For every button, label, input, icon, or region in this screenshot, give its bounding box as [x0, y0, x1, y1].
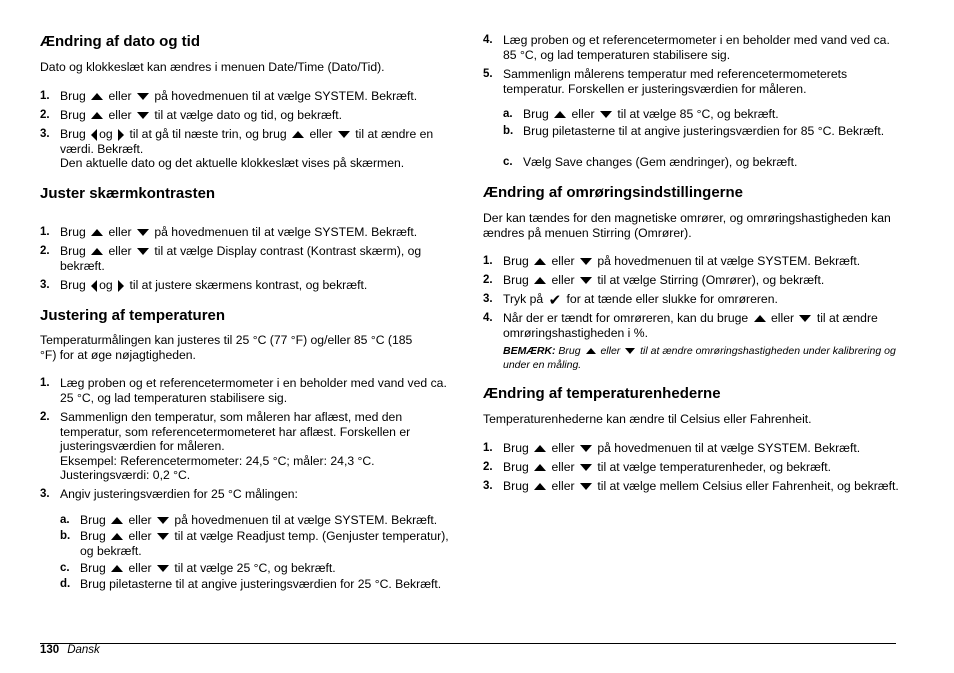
- section-title-stirring: Ændring af omrøringsindstillingerne: [483, 184, 744, 201]
- list-item: 5. Sammenlign målerens temperatur med referencetermometerets temperatur. Forskellen er justeringsværdien for måleren.: [483, 67, 848, 96]
- list-item: 2. Brug eller til at vælge Stirring (Omrører), og bekræft.: [483, 273, 825, 287]
- down-arrow-icon: [157, 565, 169, 572]
- footer-divider: [40, 643, 896, 644]
- sub-list-item: d. Brug piletasterne til at angive justeringsværdien for 25 °C. Bekræft.: [60, 577, 442, 591]
- section-intro-stirring: Der kan tændes for den magnetiske omrører, og omrøringshastigheden kan ændres på menuen Stirring (Omrører).: [483, 211, 891, 240]
- section-title-contrast: Juster skærmkontrasten: [40, 185, 216, 202]
- down-arrow-icon: [580, 277, 592, 284]
- list-item: 2. Brug eller til at vælge dato og tid, og bekræft.: [40, 108, 343, 122]
- section-title-temperature-units: Ændring af temperaturenhederne: [483, 385, 721, 402]
- down-arrow-icon: [137, 112, 149, 119]
- list-item: 1. Brug eller på hovedmenuen til at vælge SYSTEM. Bekræft.: [40, 89, 418, 103]
- list-item: 1. Brug eller på hovedmenuen til at vælge SYSTEM. Bekræft.: [483, 441, 861, 455]
- down-arrow-icon: [580, 483, 592, 490]
- section-intro-date-time: Dato og klokkeslæt kan ændres i menuen Date/Time (Dato/Tid).: [40, 60, 385, 74]
- up-arrow-icon: [534, 464, 546, 471]
- down-arrow-icon: [157, 533, 169, 540]
- list-item: 2. Brug eller til at vælge Display contrast (Kontrast skærm), og bekræft.: [40, 244, 422, 273]
- up-arrow-icon: [534, 445, 546, 452]
- down-arrow-icon: [157, 517, 169, 524]
- down-arrow-icon: [799, 315, 811, 322]
- sub-list-item: a. Brug eller på hovedmenuen til at vælge SYSTEM. Bekræft.: [60, 513, 438, 527]
- list-item: 4. Når der er tændt for omrøreren, kan du bruge eller til at ændre omrøringshastigheden i %.: [483, 311, 878, 340]
- right-arrow-icon: [118, 129, 124, 141]
- list-item: 3. Tryk på ✔ for at tænde eller slukke for omrøreren.: [483, 290, 778, 309]
- down-arrow-icon: [137, 248, 149, 255]
- up-arrow-icon: [292, 131, 304, 138]
- up-arrow-icon: [754, 315, 766, 322]
- list-item: 3. Brug og til at gå til næste trin, og brug eller til at ændre en værdi. Bekræft. Den aktuelle dato og det aktuelle klokkeslæt vises på skærmen.: [40, 127, 434, 171]
- list-item: 1. Brug eller på hovedmenuen til at vælge SYSTEM. Bekræft.: [483, 254, 861, 268]
- list-item: 3. Angiv justeringsværdien for 25 °C målingen:: [40, 487, 298, 501]
- footer-language: Dansk: [67, 644, 100, 656]
- up-arrow-icon: [534, 258, 546, 265]
- section-title-temperature: Justering af temperaturen: [40, 307, 226, 324]
- sub-list-item: c. Brug eller til at vælge 25 °C, og bekræft.: [60, 561, 336, 575]
- up-arrow-icon: [111, 517, 123, 524]
- up-arrow-icon: [534, 277, 546, 284]
- list-item: 1. Læg proben og et referencetermometer i en beholder med vand ved ca. 25 °C, og lad temperaturen stabilisere sig.: [40, 376, 447, 405]
- list-item: 4. Læg proben og et referencetermometer i en beholder med vand ved ca. 85 °C, og lad temperaturen stabilisere sig.: [483, 33, 890, 62]
- list-item: 2. Sammenlign den temperatur, som måleren har aflæst, med den temperatur, som referencetermometeret har aflæst. Forskellen er justeringsværdien for måleren. Eksempel: Referencetermometer: 24,5 °C; måler: 24,3 °C. Justeringsværdi: 0,2 °C.: [40, 410, 411, 483]
- down-arrow-icon: [580, 445, 592, 452]
- note: BEMÆRK: Brug eller til at ændre omrøringshastigheden under kalibrering og under en måling.: [503, 345, 896, 371]
- up-arrow-icon: [111, 533, 123, 540]
- up-arrow-icon: [91, 248, 103, 255]
- section-intro-temperature-units: Temperaturenhederne kan ændre til Celsius eller Fahrenheit.: [483, 412, 812, 426]
- sub-list-item: b. Brug piletasterne til at angive justeringsværdien for 85 °C. Bekræft.: [503, 124, 885, 138]
- up-arrow-icon: [91, 229, 103, 236]
- down-arrow-icon: [338, 131, 350, 138]
- down-arrow-icon: [600, 111, 612, 118]
- checkmark-icon: ✔: [548, 290, 562, 309]
- page-footer: [40, 643, 100, 657]
- list-item: 3. Brug eller til at vælge mellem Celsius eller Fahrenheit, og bekræft.: [483, 479, 899, 493]
- page-number: 130: [40, 644, 60, 656]
- up-arrow-icon: [91, 93, 103, 100]
- up-arrow-icon: [91, 112, 103, 119]
- up-arrow-icon: [586, 348, 596, 354]
- down-arrow-icon: [137, 229, 149, 236]
- section-title-date-time: Ændring af dato og tid: [40, 33, 200, 50]
- down-arrow-icon: [580, 258, 592, 265]
- section-intro-temperature: Temperaturmålingen kan justeres til 25 °C (77 °F) og/eller 85 °C (185 °F) for at øge nøjagtigheden.: [40, 333, 413, 362]
- sub-list-item: c. Vælg Save changes (Gem ændringer), og bekræft.: [503, 155, 798, 169]
- list-item: 3. Brug og til at justere skærmens kontrast, og bekræft.: [40, 278, 368, 292]
- down-arrow-icon: [137, 93, 149, 100]
- up-arrow-icon: [554, 111, 566, 118]
- right-arrow-icon: [118, 280, 124, 292]
- left-arrow-icon: [91, 280, 97, 292]
- sub-list-item: b. Brug eller til at vælge Readjust temp. (Genjuster temperatur), og bekræft.: [60, 529, 449, 558]
- sub-list-item: a. Brug eller til at vælge 85 °C, og bekræft.: [503, 107, 779, 121]
- down-arrow-icon: [625, 348, 635, 354]
- list-item: 2. Brug eller til at vælge temperaturenheder, og bekræft.: [483, 460, 832, 474]
- list-item: 1. Brug eller på hovedmenuen til at vælge SYSTEM. Bekræft.: [40, 225, 418, 239]
- up-arrow-icon: [534, 483, 546, 490]
- down-arrow-icon: [580, 464, 592, 471]
- up-arrow-icon: [111, 565, 123, 572]
- left-arrow-icon: [91, 129, 97, 141]
